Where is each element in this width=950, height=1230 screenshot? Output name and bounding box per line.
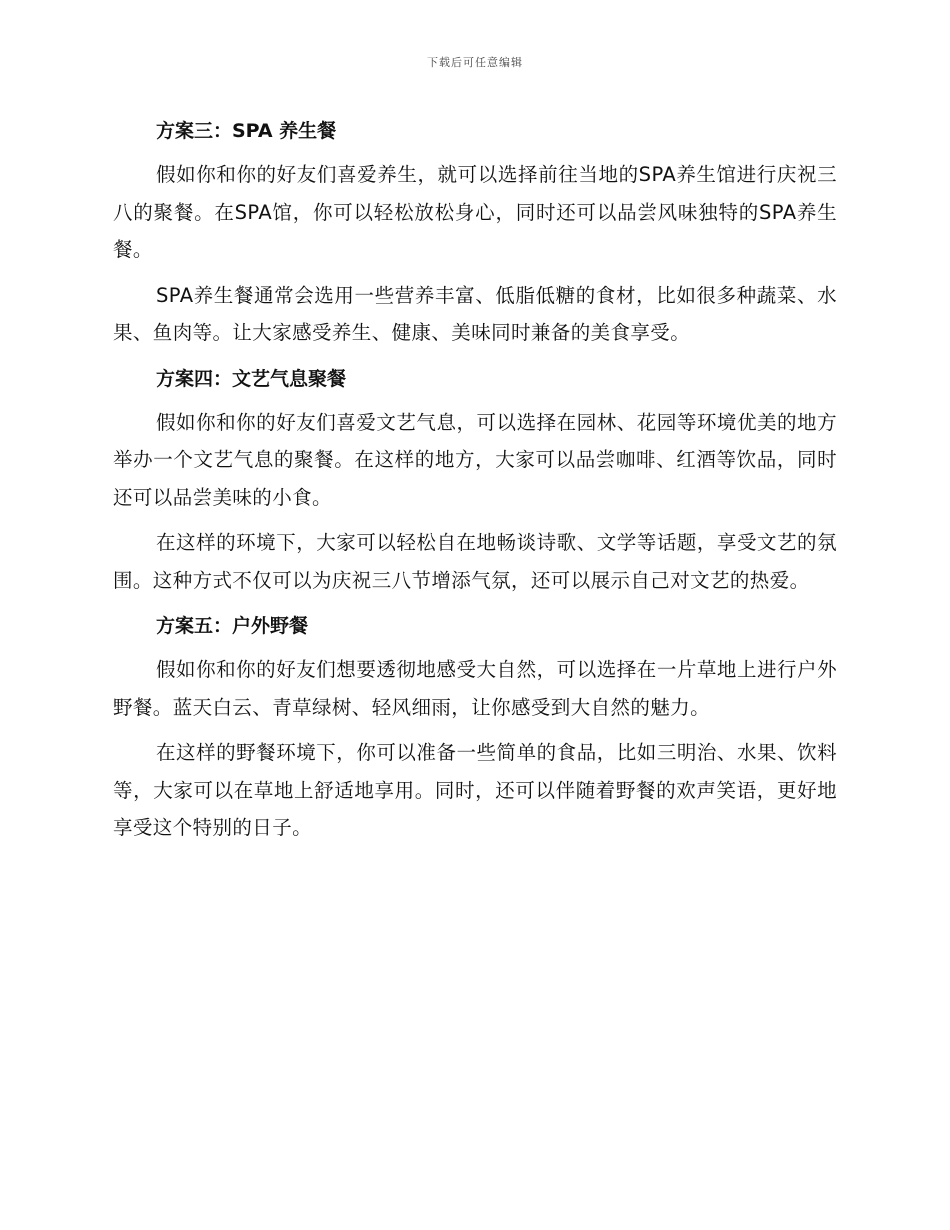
paragraph: 假如你和你的好友们喜爱文艺气息，可以选择在园林、花园等环境优美的地方举办一个文艺气息的聚餐。在这样的地方，大家可以品尝咖啡、红酒等饮品，同时还可以品尝美味的小食。 [113,410,837,509]
document-body [113,112,837,855]
paragraph: SPA养生餐通常会选用一些营养丰富、低脂低糖的食材，比如很多种蔬菜、水果、鱼肉等。让大家感受养生、健康、美味同时兼备的美食享受。 [113,283,837,344]
paragraph: 假如你和你的好友们喜爱养生，就可以选择前往当地的SPA养生馆进行庆祝三八的聚餐。在SPA馆，你可以轻松放松身心，同时还可以品尝风味独特的SPA养生餐。 [113,163,837,261]
paragraph: 在这样的野餐环境下，你可以准备一些简单的食品，比如三明治、水果、饮料等，大家可以在草地上舒适地享用。同时，还可以伴随着野餐的欢声笑语，更好地享受这个特别的日子。 [113,741,837,839]
section-plan-4 [113,360,837,600]
section-plan-5 [113,607,837,847]
header-note: 下载后可任意编辑 [427,56,523,69]
section-heading: 方案四：文艺气息聚餐 [156,367,347,390]
section-plan-3 [113,112,837,352]
paragraph: 假如你和你的好友们想要透彻地感受大自然，可以选择在一片草地上进行户外野餐。蓝天白云、青草绿树、轻风细雨，让你感受到大自然的魅力。 [113,658,837,719]
section-heading: 方案五：户外野餐 [156,615,309,637]
section-heading: 方案三：SPA 养生餐 [156,120,337,142]
paragraph: 在这样的环境下，大家可以轻松自在地畅谈诗歌、文学等话题，享受文艺的氛围。这种方式不仅可以为庆祝三八节增添气氛，还可以展示自己对文艺的热爱。 [113,531,837,592]
